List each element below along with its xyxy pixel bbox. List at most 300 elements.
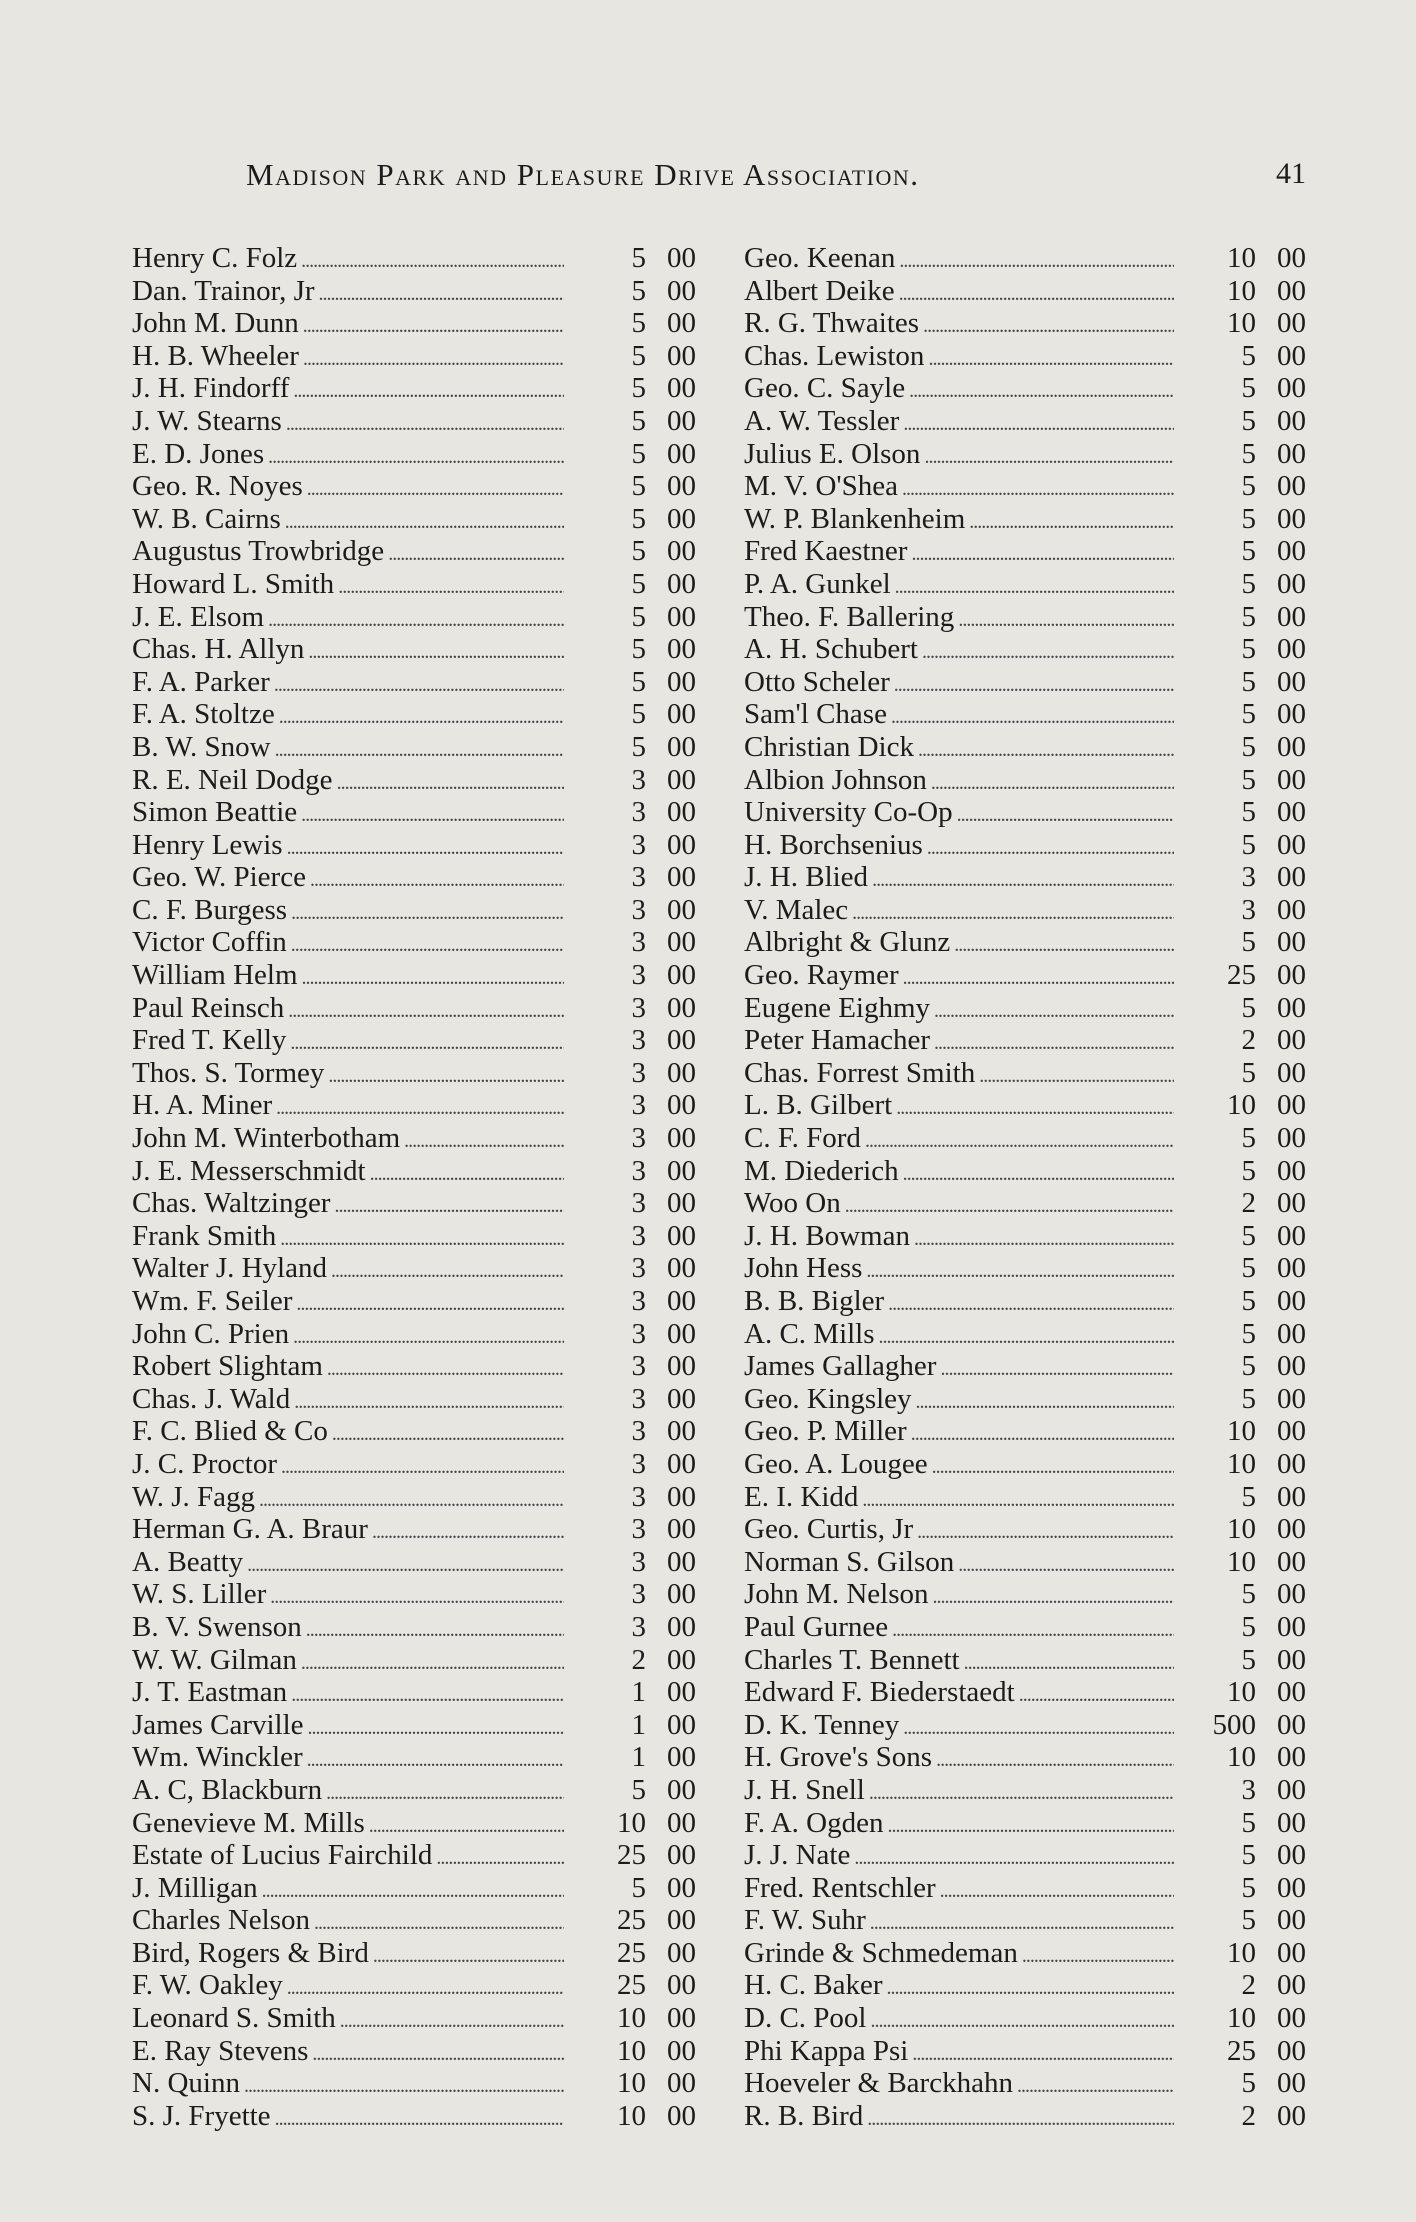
subscription-amount — [568, 1318, 696, 1351]
amount-dollars: 10 — [617, 2002, 646, 2035]
dot-leader — [301, 245, 564, 278]
amount-dollars: 10 — [1227, 1415, 1256, 1448]
subscription-amount — [568, 698, 696, 731]
amount-cents: 00 — [1277, 1317, 1306, 1350]
subscriber-entry — [132, 1839, 696, 1872]
subscriber-name: John M. Dunn — [132, 307, 299, 340]
amount-cents: 00 — [1277, 1447, 1306, 1480]
subscriber-entry — [744, 861, 1306, 894]
subscriber-entry — [132, 666, 696, 699]
subscriber-entry — [132, 275, 696, 308]
subscription-amount — [568, 1676, 696, 1709]
subscription-amount — [1178, 698, 1306, 731]
amount-cents: 00 — [667, 1317, 696, 1350]
amount-cents: 00 — [1277, 763, 1306, 796]
dot-leader — [879, 1321, 1174, 1354]
subscription-amount — [1178, 1448, 1306, 1481]
subscriber-entry — [744, 666, 1306, 699]
amount-cents: 00 — [1277, 665, 1306, 698]
subscriber-entry — [132, 829, 696, 862]
subscription-amount — [1178, 796, 1306, 829]
amount-cents: 00 — [667, 796, 696, 829]
amount-dollars: 3 — [631, 1089, 646, 1122]
subscription-amount — [1178, 731, 1306, 764]
amount-cents: 00 — [667, 437, 696, 470]
amount-dollars: 5 — [631, 567, 646, 600]
amount-dollars: 5 — [1241, 633, 1256, 666]
amount-cents: 00 — [1277, 698, 1306, 731]
dot-leader — [293, 1321, 564, 1354]
amount-dollars: 5 — [1241, 698, 1256, 731]
dot-leader — [259, 1484, 564, 1517]
subscription-amount — [1178, 1024, 1306, 1057]
subscriber-name: University Co-Op — [744, 796, 953, 829]
amount-dollars: 3 — [631, 1187, 646, 1220]
amount-dollars: 5 — [631, 339, 646, 372]
subscriber-entry — [132, 2035, 696, 2068]
dot-leader — [924, 441, 1174, 474]
subscription-amount — [568, 535, 696, 568]
amount-cents: 00 — [1277, 828, 1306, 861]
dot-leader — [867, 2103, 1174, 2136]
dot-leader — [244, 2070, 564, 2103]
dot-leader — [869, 1777, 1174, 1810]
amount-cents: 00 — [667, 665, 696, 698]
amount-cents: 00 — [1277, 1969, 1306, 2002]
dot-leader — [296, 1288, 564, 1321]
dot-leader — [404, 1125, 564, 1158]
amount-cents: 00 — [1277, 1936, 1306, 1969]
subscriber-entry — [132, 1741, 696, 1774]
subscriber-entry — [132, 633, 696, 666]
amount-dollars: 3 — [631, 1513, 646, 1546]
amount-dollars: 3 — [631, 828, 646, 861]
amount-cents: 00 — [667, 2002, 696, 2035]
amount-cents: 00 — [1277, 1741, 1306, 1774]
subscriber-entry — [744, 1089, 1306, 1122]
dot-leader — [894, 669, 1174, 702]
subscriber-name: Thos. S. Tormey — [132, 1056, 325, 1089]
subscriber-entry — [744, 2100, 1306, 2133]
subscriber-entry — [744, 764, 1306, 797]
amount-dollars: 10 — [617, 2099, 646, 2132]
subscription-amount — [1178, 1774, 1306, 1807]
amount-dollars: 5 — [631, 437, 646, 470]
dot-leader — [887, 1972, 1174, 2005]
subscription-amount — [1178, 926, 1306, 959]
subscription-amount — [568, 992, 696, 1025]
subscriber-name: F. W. Oakley — [132, 1969, 283, 2002]
subscriber-name: Phi Kappa Psi — [744, 2034, 909, 2067]
amount-dollars: 5 — [1241, 502, 1256, 535]
amount-cents: 00 — [667, 1871, 696, 1904]
subscriber-entry — [132, 307, 696, 340]
amount-dollars: 3 — [631, 1317, 646, 1350]
amount-cents: 00 — [667, 1285, 696, 1317]
subscriber-name: A. W. Tessler — [744, 404, 900, 437]
subscriber-name: R. G. Thwaites — [744, 307, 920, 340]
amount-cents: 00 — [1277, 1806, 1306, 1839]
dot-leader — [288, 995, 564, 1028]
dot-leader — [388, 538, 564, 571]
amount-dollars: 3 — [631, 1480, 646, 1513]
subscriber-name: Julius E. Olson — [744, 437, 921, 470]
dot-leader — [274, 669, 564, 702]
dot-leader — [909, 375, 1174, 408]
subscriber-name: Dan. Trainor, Jr — [132, 274, 315, 307]
subscription-amount — [568, 275, 696, 308]
subscription-amount — [568, 2002, 696, 2035]
subscriber-entry — [744, 894, 1306, 927]
amount-cents: 00 — [1277, 730, 1306, 763]
subscriber-name: H. B. Wheeler — [132, 339, 299, 372]
amount-cents: 00 — [1277, 1708, 1306, 1741]
subscriber-name: P. A. Gunkel — [744, 567, 891, 600]
subscription-amount — [1178, 2002, 1306, 2035]
subscriber-entry — [132, 1383, 696, 1416]
dot-leader — [957, 799, 1174, 832]
dot-leader — [862, 1484, 1174, 1517]
dot-leader — [291, 897, 564, 930]
subscription-amount — [568, 372, 696, 405]
dot-leader — [888, 1288, 1174, 1321]
subscriber-entry — [132, 1546, 696, 1579]
amount-cents: 00 — [1277, 1219, 1306, 1252]
subscriber-entry — [132, 861, 696, 894]
subscription-amount — [568, 1872, 696, 1905]
subscription-amount — [1178, 1285, 1306, 1318]
subscriber-name: R. B. Bird — [744, 2099, 864, 2132]
subscriber-entry — [744, 1676, 1306, 1709]
subscriber-entry — [132, 1220, 696, 1253]
subscriber-name: W. P. Blankenheim — [744, 502, 966, 535]
subscriber-name: N. Quinn — [132, 2067, 240, 2100]
subscriber-name: C. F. Ford — [744, 1122, 861, 1155]
subscription-amount — [1178, 633, 1306, 666]
amount-dollars: 3 — [631, 763, 646, 796]
amount-cents: 00 — [667, 1578, 696, 1611]
subscription-amount — [1178, 1644, 1306, 1677]
subscriber-name: Grinde & Schmedeman — [744, 1936, 1018, 1969]
subscription-amount — [1178, 2100, 1306, 2133]
dot-leader — [280, 1223, 564, 1256]
amount-cents: 00 — [667, 307, 696, 340]
subscriber-name: Fred T. Kelly — [132, 1024, 287, 1057]
amount-dollars: 25 — [1227, 959, 1256, 992]
dot-leader — [934, 1027, 1174, 1060]
subscription-amount — [1178, 1187, 1306, 1220]
subscriber-name: W. S. Liller — [132, 1578, 267, 1611]
subscriber-entry — [744, 1709, 1306, 1742]
subscriber-name: F. W. Suhr — [744, 1904, 866, 1937]
amount-cents: 00 — [1277, 893, 1306, 926]
dot-leader — [306, 1614, 564, 1647]
amount-cents: 00 — [1277, 307, 1306, 340]
subscriber-name: E. I. Kidd — [744, 1480, 859, 1513]
amount-dollars: 3 — [631, 861, 646, 894]
dot-leader — [314, 1907, 564, 1940]
amount-dollars: 25 — [1227, 2034, 1256, 2067]
subscriber-entry — [744, 926, 1306, 959]
dot-leader — [958, 604, 1174, 637]
dot-leader — [276, 1092, 564, 1125]
dot-leader — [294, 1386, 564, 1419]
subscriber-name: F. C. Blied & Co — [132, 1415, 328, 1448]
subscription-amount — [568, 1187, 696, 1220]
subscription-amount — [568, 1937, 696, 1970]
running-title: Madison Park and Pleasure Drive Association. — [246, 157, 920, 192]
amount-dollars: 5 — [1241, 926, 1256, 959]
subscriber-entry — [744, 1969, 1306, 2002]
amount-dollars: 5 — [1241, 372, 1256, 405]
subscriber-name: H. A. Miner — [132, 1089, 273, 1122]
dot-leader — [308, 636, 564, 669]
amount-dollars: 500 — [1212, 1708, 1256, 1741]
amount-cents: 00 — [1277, 274, 1306, 307]
subscriber-entry — [132, 1448, 696, 1481]
subscription-amount — [1178, 438, 1306, 471]
subscriber-entry — [744, 1872, 1306, 1905]
subscription-amount — [1178, 470, 1306, 503]
subscriber-entry — [132, 926, 696, 959]
amount-dollars: 10 — [1227, 242, 1256, 274]
subscription-amount — [1178, 1709, 1306, 1742]
subscriber-name: J. E. Messerschmidt — [132, 1154, 366, 1187]
amount-cents: 00 — [667, 1089, 696, 1122]
amount-dollars: 5 — [1241, 1610, 1256, 1643]
amount-cents: 00 — [667, 2099, 696, 2132]
subscription-amount — [568, 764, 696, 797]
amount-cents: 00 — [667, 828, 696, 861]
dot-leader — [310, 864, 564, 897]
subscriber-entry — [132, 1089, 696, 1122]
subscription-amount — [568, 1904, 696, 1937]
subscriber-name: Theo. F. Ballering — [744, 600, 955, 633]
subscriber-entry — [744, 1155, 1306, 1188]
amount-cents: 00 — [1277, 1056, 1306, 1089]
amount-dollars: 25 — [617, 1904, 646, 1937]
amount-cents: 00 — [667, 535, 696, 568]
subscriber-name: James Carville — [132, 1708, 304, 1741]
subscriber-name: Henry C. Folz — [132, 242, 298, 274]
amount-cents: 00 — [667, 926, 696, 959]
dot-leader — [903, 962, 1174, 995]
dot-leader — [928, 343, 1174, 376]
amount-dollars: 3 — [631, 926, 646, 959]
amount-cents: 00 — [667, 404, 696, 437]
amount-cents: 00 — [1277, 1773, 1306, 1806]
amount-dollars: 5 — [1241, 1871, 1256, 1904]
subscriber-name: Geo. Kingsley — [744, 1382, 912, 1415]
amount-cents: 00 — [667, 1741, 696, 1774]
subscriber-list-right — [744, 242, 1306, 2132]
dot-leader — [854, 1842, 1174, 1875]
subscriber-name: J. C. Proctor — [132, 1447, 277, 1480]
subscriber-entry — [744, 2067, 1306, 2100]
amount-cents: 00 — [1277, 242, 1306, 274]
amount-cents: 00 — [1277, 1839, 1306, 1872]
subscriber-entry — [132, 1415, 696, 1448]
amount-dollars: 5 — [1241, 404, 1256, 437]
subscriber-name: William Helm — [132, 959, 298, 992]
subscription-amount — [568, 894, 696, 927]
dot-leader — [275, 2103, 564, 2136]
amount-cents: 00 — [667, 991, 696, 1024]
subscriber-entry — [744, 1252, 1306, 1285]
subscriber-name: W. W. Gilman — [132, 1643, 297, 1676]
subscriber-entry — [132, 1057, 696, 1090]
subscription-amount — [1178, 1676, 1306, 1709]
amount-cents: 00 — [1277, 861, 1306, 894]
amount-cents: 00 — [1277, 1089, 1306, 1122]
amount-dollars: 5 — [1241, 1839, 1256, 1872]
amount-cents: 00 — [1277, 1480, 1306, 1513]
subscriber-name: Geo. C. Sayle — [744, 372, 906, 405]
subscriber-entry — [132, 372, 696, 405]
subscriber-entry — [744, 796, 1306, 829]
subscriber-entry — [132, 2002, 696, 2035]
amount-cents: 00 — [1277, 959, 1306, 992]
subscriber-entry — [744, 1611, 1306, 1644]
dot-leader — [922, 636, 1174, 669]
amount-dollars: 3 — [631, 1447, 646, 1480]
subscription-amount — [568, 2035, 696, 2068]
amount-cents: 00 — [1277, 535, 1306, 568]
subscription-amount — [568, 666, 696, 699]
subscriber-entry — [132, 601, 696, 634]
subscriber-entry — [744, 1839, 1306, 1872]
amount-cents: 00 — [1277, 1643, 1306, 1676]
amount-cents: 00 — [1277, 470, 1306, 503]
amount-dollars: 5 — [631, 404, 646, 437]
subscription-amount — [568, 1481, 696, 1514]
subscriber-name: Fred. Rentschler — [744, 1871, 936, 1904]
dot-leader — [899, 245, 1174, 278]
amount-cents: 00 — [667, 730, 696, 763]
subscription-amount — [568, 503, 696, 536]
subscription-amount — [1178, 764, 1306, 797]
subscription-amount — [1178, 1741, 1306, 1774]
amount-cents: 00 — [1277, 1187, 1306, 1220]
subscription-amount — [568, 1448, 696, 1481]
dot-leader — [911, 1418, 1174, 1451]
subscriber-name: Wm. F. Seiler — [132, 1285, 293, 1317]
amount-dollars: 5 — [1241, 2067, 1256, 2100]
subscriber-name: Victor Coffin — [132, 926, 287, 959]
dot-leader — [327, 1353, 564, 1386]
amount-cents: 00 — [667, 567, 696, 600]
subscriber-entry — [132, 568, 696, 601]
amount-cents: 00 — [667, 1024, 696, 1057]
subscriber-entry — [132, 1513, 696, 1546]
amount-dollars: 5 — [631, 1773, 646, 1806]
subscriber-name: Chas. Lewiston — [744, 339, 925, 372]
subscriber-name: E. D. Jones — [132, 437, 265, 470]
subscription-amount — [568, 2100, 696, 2133]
subscription-amount — [568, 340, 696, 373]
amount-cents: 00 — [667, 1480, 696, 1513]
subscriber-entry — [744, 1122, 1306, 1155]
subscription-amount — [1178, 1252, 1306, 1285]
subscriber-name: B. W. Snow — [132, 730, 271, 763]
subscription-amount — [568, 633, 696, 666]
dot-leader — [931, 767, 1174, 800]
subscription-amount — [568, 1839, 696, 1872]
subscriber-name: H. Grove's Sons — [744, 1741, 933, 1774]
subscriber-name: Augustus Trowbridge — [132, 535, 385, 568]
subscriber-name: H. C. Baker — [744, 1969, 883, 2002]
amount-dollars: 2 — [1241, 1024, 1256, 1057]
subscriber-entry — [132, 2067, 696, 2100]
amount-dollars: 5 — [631, 502, 646, 535]
dot-leader — [436, 1842, 564, 1875]
amount-dollars: 5 — [1241, 1252, 1256, 1285]
amount-cents: 00 — [667, 1252, 696, 1285]
subscriber-name: Robert Slightam — [132, 1350, 323, 1383]
subscriber-entry — [744, 992, 1306, 1025]
subscriber-entry — [744, 1904, 1306, 1937]
subscription-amount — [1178, 307, 1306, 340]
subscription-amount — [1178, 1415, 1306, 1448]
amount-cents: 00 — [1277, 1154, 1306, 1187]
subscriber-name: Geo. Curtis, Jr — [744, 1513, 914, 1546]
subscriber-name: D. C. Pool — [744, 2002, 867, 2035]
amount-cents: 00 — [667, 1936, 696, 1969]
dot-leader — [270, 1581, 564, 1614]
dot-leader — [285, 506, 564, 539]
subscription-amount — [568, 1057, 696, 1090]
amount-dollars: 5 — [1241, 1806, 1256, 1839]
subscriber-name: Frank Smith — [132, 1219, 277, 1252]
subscription-amount — [1178, 1872, 1306, 1905]
amount-cents: 00 — [1277, 1285, 1306, 1317]
subscription-amount — [1178, 1611, 1306, 1644]
subscriber-name: Geo. Raymer — [744, 959, 899, 992]
subscriber-entry — [744, 1383, 1306, 1416]
subscriber-name: Wm. Winckler — [132, 1741, 303, 1774]
amount-cents: 00 — [1277, 600, 1306, 633]
subscription-amount — [568, 307, 696, 340]
subscriber-name: Sam'l Chase — [744, 698, 887, 731]
dot-leader — [312, 2038, 564, 2071]
amount-cents: 00 — [667, 893, 696, 926]
amount-dollars: 5 — [1241, 339, 1256, 372]
amount-cents: 00 — [667, 2034, 696, 2067]
dot-leader — [887, 1810, 1174, 1843]
amount-cents: 00 — [1277, 1610, 1306, 1643]
subscription-amount — [1178, 1220, 1306, 1253]
amount-dollars: 25 — [617, 1969, 646, 2002]
amount-dollars: 5 — [1241, 665, 1256, 698]
subscriber-entry — [744, 2002, 1306, 2035]
subscription-amount — [1178, 1807, 1306, 1840]
dot-leader — [954, 929, 1174, 962]
subscription-amount — [568, 1741, 696, 1774]
subscription-amount — [568, 1644, 696, 1677]
subscriber-list-left — [132, 242, 696, 2132]
subscriber-entry — [744, 340, 1306, 373]
subscription-amount — [1178, 535, 1306, 568]
amount-cents: 00 — [1277, 372, 1306, 405]
dot-leader — [872, 864, 1174, 897]
subscriber-entry — [744, 1220, 1306, 1253]
subscriber-name: J. H. Findorff — [132, 372, 290, 405]
amount-dollars: 5 — [1241, 567, 1256, 600]
dot-leader — [940, 1353, 1174, 1386]
subscriber-name: J. J. Nate — [744, 1839, 851, 1872]
amount-dollars: 1 — [631, 1676, 646, 1709]
amount-cents: 00 — [667, 1415, 696, 1448]
